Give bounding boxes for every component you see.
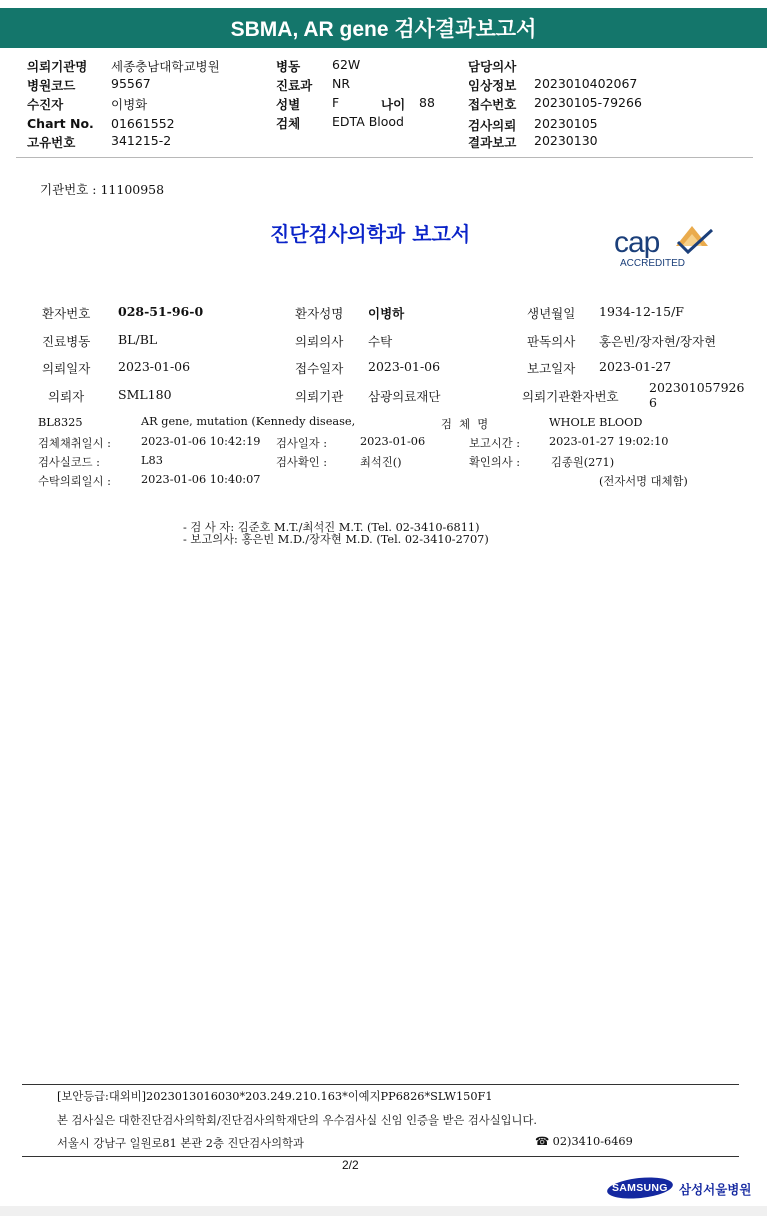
value-test-request: 20230105 bbox=[534, 116, 598, 131]
value-age: 88 bbox=[419, 95, 435, 110]
label-clinical-info: 임상정보 bbox=[468, 78, 517, 93]
value-ward: 62W bbox=[332, 57, 361, 72]
value-reading-doctor: 홍은빈/장자현/장자현 bbox=[599, 334, 717, 349]
value-outsource-time: 2023-01-06 10:40:07 bbox=[141, 473, 261, 486]
label-test-verify: 검사확인 : bbox=[276, 456, 328, 469]
security-level: [보안등급:대외비]2023013016030*203.249.210.163*이예지PP6826*SLW150F1 bbox=[57, 1090, 493, 1103]
label-unique-no: 고유번호 bbox=[27, 135, 76, 150]
hospital-name: 삼성서울병원 bbox=[679, 1182, 752, 1197]
value-lab-code: L83 bbox=[141, 454, 163, 467]
value-department: NR bbox=[332, 76, 351, 91]
label-chart-no: Chart No. bbox=[27, 116, 94, 131]
value-institution-patient-no: 202301057926 bbox=[649, 380, 745, 395]
label-patient-name: 환자성명 bbox=[295, 306, 344, 321]
value-birth-date: 1934-12-15/F bbox=[599, 304, 684, 319]
label-requester: 의뢰자 bbox=[48, 389, 85, 404]
label-lab-code: 검사실코드 : bbox=[38, 456, 100, 469]
label-requesting-doctor: 의뢰의사 bbox=[295, 334, 344, 349]
value-test-date: 2023-01-06 bbox=[360, 435, 426, 448]
staff-testers: - 검 사 자: 김준호 M.T./최석진 M.T. (Tel. 02-3410-6811) bbox=[183, 521, 480, 534]
value-requesting-doctor: 수탁 bbox=[368, 334, 393, 349]
label-test-date: 검사일자 : bbox=[276, 437, 328, 450]
value-result-report: 20230130 bbox=[534, 133, 598, 148]
label-age: 나이 bbox=[381, 97, 406, 112]
certification-note: 본 검사실은 대한진단검사의학회/진단검사의학재단의 우수검사실 신임 인증을 받은 검사실입니다. bbox=[57, 1114, 537, 1127]
value-clinical-info: 2023010402067 bbox=[534, 76, 638, 91]
label-institution-patient-no: 의뢰기관환자번호 bbox=[522, 389, 619, 404]
label-clinic-ward: 진료병동 bbox=[42, 334, 91, 349]
samsung-wordmark: SAMSUNG bbox=[612, 1182, 668, 1194]
section-divider bbox=[16, 157, 753, 158]
label-patient-number: 환자번호 bbox=[42, 306, 91, 321]
staff-reporting-doctors: - 보고의사: 홍은빈 M.D./장자현 M.D. (Tel. 02-3410-2707) bbox=[183, 533, 489, 546]
value-request-date: 2023-01-06 bbox=[118, 359, 191, 374]
value-receipt-date: 2023-01-06 bbox=[368, 359, 441, 374]
value-sex: F bbox=[332, 95, 340, 110]
value-requester: SML180 bbox=[118, 387, 172, 402]
value-unique-no: 341215-2 bbox=[111, 133, 172, 148]
institution-number: 기관번호 : 11100958 bbox=[40, 182, 165, 197]
label-birth-date: 생년월일 bbox=[527, 306, 576, 321]
value-test-verify: 최석진() bbox=[360, 456, 402, 469]
label-collect-time: 검체채취일시 : bbox=[38, 437, 111, 450]
test-code: BL8325 bbox=[38, 416, 83, 429]
label-report-date: 보고일자 bbox=[527, 361, 576, 376]
label-requesting-institution-2: 의뢰기관 bbox=[295, 389, 344, 404]
value-patient-number: 028-51-96-0 bbox=[118, 304, 204, 319]
report-title: 진단검사의학과 보고서 bbox=[270, 222, 471, 246]
label-ward: 병동 bbox=[276, 59, 301, 74]
value-confirm-doctor: 김종원(271) bbox=[551, 456, 615, 469]
lab-address: 서울시 강남구 일원로81 본관 2층 진단검사의학과 bbox=[57, 1137, 304, 1150]
label-specimen-name: 검 체 명 bbox=[441, 418, 489, 431]
value-institution-patient-no-cont: 6 bbox=[649, 395, 657, 410]
value-hospital-code: 95567 bbox=[111, 76, 151, 91]
value-report-time: 2023-01-27 19:02:10 bbox=[549, 435, 669, 448]
label-receipt-no: 접수번호 bbox=[468, 97, 517, 112]
cap-logo-text: cap bbox=[614, 226, 660, 259]
test-name: AR gene, mutation (Kennedy disease, bbox=[141, 415, 356, 428]
label-patient: 수진자 bbox=[27, 97, 64, 112]
value-collect-time: 2023-01-06 10:42:19 bbox=[141, 435, 261, 448]
footer-top-line bbox=[22, 1084, 739, 1085]
label-requesting-institution: 의뢰기관명 bbox=[27, 59, 88, 74]
samsung-hospital-logo bbox=[606, 1176, 752, 1200]
value-specimen-name: WHOLE BLOOD bbox=[549, 416, 643, 429]
label-department: 진료과 bbox=[276, 78, 313, 93]
label-outsource-time: 수탁의뢰일시 : bbox=[38, 475, 111, 488]
cap-logo-sub: ACCREDITED bbox=[620, 258, 686, 269]
footer-bottom-line bbox=[22, 1156, 739, 1157]
label-sex: 성별 bbox=[276, 97, 301, 112]
value-chart-no: 01661552 bbox=[111, 116, 175, 131]
esign-note: (전자서명 대체함) bbox=[599, 475, 688, 488]
bottom-strip bbox=[0, 1206, 767, 1216]
label-receipt-date: 접수일자 bbox=[295, 361, 344, 376]
value-patient: 이병화 bbox=[111, 97, 148, 112]
label-confirm-doctor: 확인의사 : bbox=[469, 456, 521, 469]
label-request-date: 의뢰일자 bbox=[42, 361, 91, 376]
lab-phone: ☎ 02)3410-6469 bbox=[535, 1135, 633, 1148]
label-attending-doctor: 담당의사 bbox=[468, 59, 517, 74]
value-requesting-institution: 세종충남대학교병원 bbox=[111, 59, 220, 74]
label-specimen: 검체 bbox=[276, 116, 301, 131]
value-patient-name: 이병하 bbox=[368, 306, 405, 321]
label-hospital-code: 병원코드 bbox=[27, 78, 76, 93]
value-specimen: EDTA Blood bbox=[332, 114, 404, 129]
value-requesting-institution-2: 삼광의료재단 bbox=[368, 389, 441, 404]
value-receipt-no: 20230105-79266 bbox=[534, 95, 642, 110]
label-result-report: 결과보고 bbox=[468, 135, 517, 150]
cap-accredited-logo bbox=[612, 222, 716, 274]
label-report-time: 보고시간 : bbox=[469, 437, 521, 450]
report-header-title: SBMA, AR gene 검사결과보고서 bbox=[0, 8, 767, 48]
value-report-date: 2023-01-27 bbox=[599, 359, 672, 374]
label-test-request: 검사의뢰 bbox=[468, 118, 517, 133]
value-clinic-ward: BL/BL bbox=[118, 332, 158, 347]
label-reading-doctor: 판독의사 bbox=[527, 334, 576, 349]
page-number: 2/2 bbox=[342, 1158, 359, 1172]
